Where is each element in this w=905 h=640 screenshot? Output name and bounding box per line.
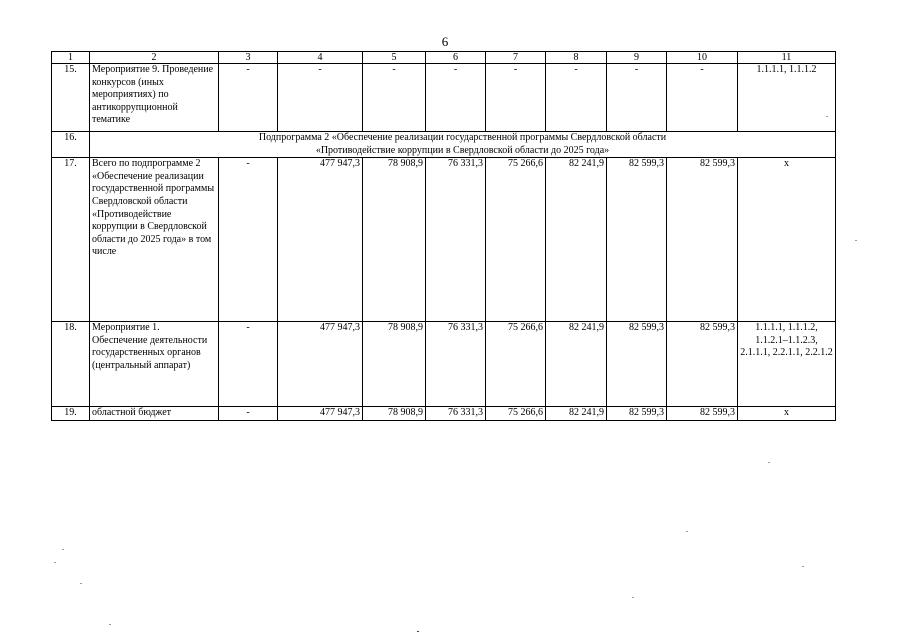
cell-col3: - [219,322,278,407]
cell-col6: - [426,64,486,132]
cell-col8: 82 241,9 [546,322,607,407]
cell-col11: 1.1.1.1, 1.1.1.2, 1.1.2.1–1.1.2.3, 2.1.1.1, 2.2.1.1, 2.2.1.2 [738,322,836,407]
cell-col3: - [219,407,278,421]
scan-speck [80,583,82,584]
row-number: 17. [52,158,90,322]
column-number: 3 [219,52,278,64]
scan-speck [54,562,56,563]
column-number: 8 [546,52,607,64]
scan-speck [62,549,64,550]
cell-col9: 82 599,3 [607,407,667,421]
table-row [52,158,836,322]
cell-col3: - [219,64,278,132]
cell-col5: 78 908,9 [363,158,426,322]
cell-col6: 76 331,3 [426,322,486,407]
cell-col10: 82 599,3 [667,158,738,322]
cell-col5: - [363,64,426,132]
section-title-line1: Подпрограмма 2 «Обеспечение реализации государственной программы Свердловской области [258,132,667,143]
column-number: 11 [738,52,836,64]
table-row [52,407,836,421]
scan-speck [826,116,828,117]
cell-col8: 82 241,9 [546,407,607,421]
scan-speck [417,631,419,632]
column-number: 5 [363,52,426,64]
scan-speck [855,240,857,241]
cell-col11: x [738,407,836,421]
row-number: 15. [52,64,90,132]
cell-col5: 78 908,9 [363,322,426,407]
cell-col6: 76 331,3 [426,407,486,421]
cell-col8: - [546,64,607,132]
row-number: 16. [52,132,90,158]
scan-speck [802,566,804,567]
cell-col10: - [667,64,738,132]
row-number: 18. [52,322,90,407]
scan-speck [686,531,688,532]
cell-col10: 82 599,3 [667,322,738,407]
column-number: 6 [426,52,486,64]
row-name: Всего по подпрограмме 2 «Обеспечение реализации государственной программы Свердловской области «Противодействие коррупции в Свердловской области до 2025 года» в том числе [90,158,219,322]
table-row [52,64,836,132]
cell-col9: 82 599,3 [607,322,667,407]
cell-col7: 75 266,6 [486,322,546,407]
cell-col11: 1.1.1.1, 1.1.1.2 [738,64,836,132]
scan-speck [632,597,634,598]
scan-speck [109,624,111,625]
section-title [90,132,836,158]
section-title-line2: «Противодействие коррупции в Свердловской области до 2025 года» [315,144,610,156]
column-number-row [52,52,836,64]
table-row-section [52,132,836,158]
row-number: 19. [52,407,90,421]
cell-col4: 477 947,3 [278,407,363,421]
column-number: 7 [486,52,546,64]
table-row [52,322,836,407]
scan-speck [768,462,770,463]
column-number: 10 [667,52,738,64]
row-name: Мероприятие 9. Проведение конкурсов (иных мероприятиях) по антикоррупционной тематике [90,64,219,132]
program-table [51,51,836,421]
cell-col6: 76 331,3 [426,158,486,322]
column-number: 2 [90,52,219,64]
cell-col9: 82 599,3 [607,158,667,322]
row-name: Мероприятие 1. Обеспечение деятельности государственных органов (центральный аппарат) [90,322,219,407]
column-number: 9 [607,52,667,64]
row-name: областной бюджет [90,407,219,421]
cell-col10: 82 599,3 [667,407,738,421]
cell-col7: - [486,64,546,132]
column-number: 4 [278,52,363,64]
page-number: 6 [441,34,449,49]
cell-col9: - [607,64,667,132]
cell-col7: 75 266,6 [486,158,546,322]
cell-col11: x [738,158,836,322]
cell-col4: 477 947,3 [278,158,363,322]
cell-col5: 78 908,9 [363,407,426,421]
cell-col3: - [219,158,278,322]
column-number: 1 [52,52,90,64]
cell-col8: 82 241,9 [546,158,607,322]
cell-col4: 477 947,3 [278,322,363,407]
cell-col4: - [278,64,363,132]
cell-col7: 75 266,6 [486,407,546,421]
